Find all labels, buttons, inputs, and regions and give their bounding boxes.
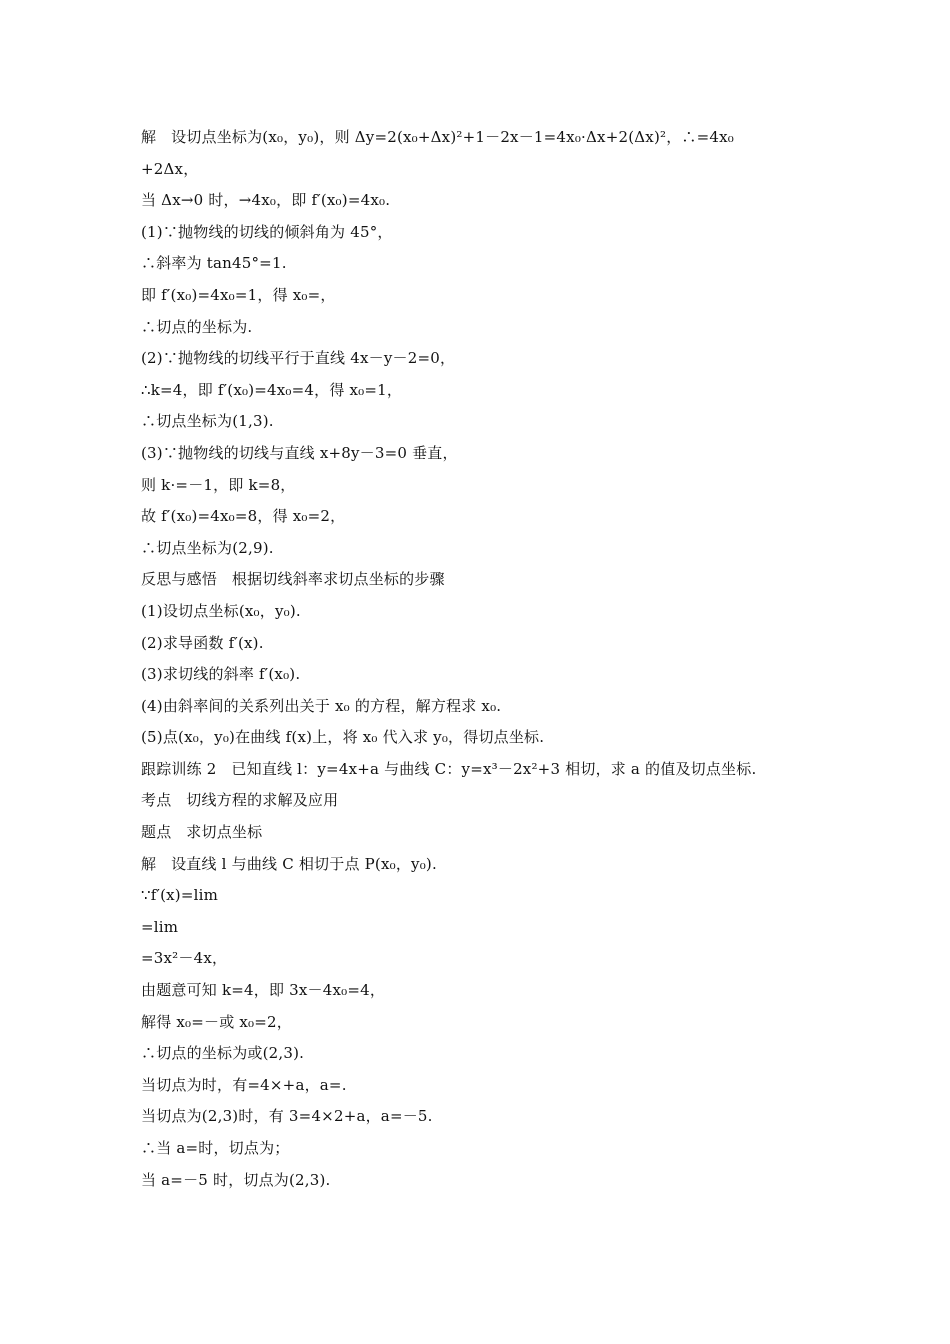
text-line: ∵f′(x)=lim	[141, 886, 219, 905]
text-line: 则 k·=－1，即 k=8，	[141, 475, 296, 494]
text-line: =lim	[141, 917, 179, 936]
text-line: 当 Δx→0 时，→4x₀，即 f′(x₀)=4x₀.	[141, 191, 391, 210]
section-heading: 反思与感悟 根据切线斜率求切点坐标的步骤	[141, 570, 445, 589]
text-line: =3x²－4x，	[141, 949, 228, 968]
text-line: 即 f′(x₀)=4x₀=1，得 x₀=，	[141, 285, 336, 304]
text-line: (5)点(x₀，y₀)在曲线 f(x)上，将 x₀ 代入求 y₀，得切点坐标.	[141, 728, 545, 747]
text-line: ∴切点的坐标为或(2,3).	[141, 1044, 305, 1063]
text-line: 当切点为(2,3)时，有 3=4×2+a，a=－5.	[141, 1107, 433, 1126]
text-line: (1)设切点坐标(x₀，y₀).	[141, 601, 301, 620]
text-line: ∴当 a=时，切点为；	[141, 1139, 290, 1157]
exercise-statement: 跟踪训练 2 已知直线 l：y=4x+a 与曲线 C：y=x³－2x²+3 相切，求 a 的值及切点坐标.	[141, 759, 757, 778]
text-line: (2)求导函数 f′(x).	[141, 633, 264, 652]
subtopic-label: 题点 求切点坐标	[141, 823, 263, 842]
text-line: ∴k=4，即 f′(x₀)=4x₀=4，得 x₀=1，	[141, 380, 403, 399]
topic-label: 考点 切线方程的求解及应用	[141, 791, 339, 810]
text-line: 故 f′(x₀)=4x₀=8，得 x₀=2，	[141, 507, 346, 526]
text-line: 解得 x₀=－或 x₀=2，	[141, 1012, 292, 1031]
text-line: (3)求切线的斜率 f′(x₀).	[141, 665, 301, 684]
text-line: ∴切点的坐标为.	[141, 317, 253, 336]
text-line: (4)由斜率间的关系列出关于 x₀ 的方程，解方程求 x₀.	[141, 696, 502, 715]
text-line: (1)∵抛物线的切线的倾斜角为 45°，	[141, 222, 393, 241]
text-line: +2Δx，	[141, 159, 199, 178]
solution-text-block	[141, 122, 821, 1196]
text-line: 当 a=－5 时，切点为(2,3).	[141, 1170, 331, 1189]
text-line: ∴斜率为 tan45°=1.	[141, 254, 287, 273]
text-line: 解 设切点坐标为(x₀，y₀)，则 Δy=2(x₀+Δx)²+1－2x－1=4x₀·Δx+2(Δx)²，∴=4x₀	[141, 128, 735, 146]
text-line: (2)∵抛物线的切线平行于直线 4x－y－2=0，	[141, 349, 456, 368]
text-line: 由题意可知 k=4，即 3x－4x₀=4，	[141, 981, 386, 1000]
text-line: 当切点为时，有=4×+a，a=.	[141, 1075, 347, 1094]
text-line: (3)∵抛物线的切线与直线 x+8y－3=0 垂直，	[141, 443, 458, 462]
text-line: ∴切点坐标为(2,9).	[141, 538, 274, 557]
text-line: ∴切点坐标为(1,3).	[141, 412, 274, 431]
text-line: 解 设直线 l 与曲线 C 相切于点 P(x₀，y₀).	[141, 854, 437, 873]
